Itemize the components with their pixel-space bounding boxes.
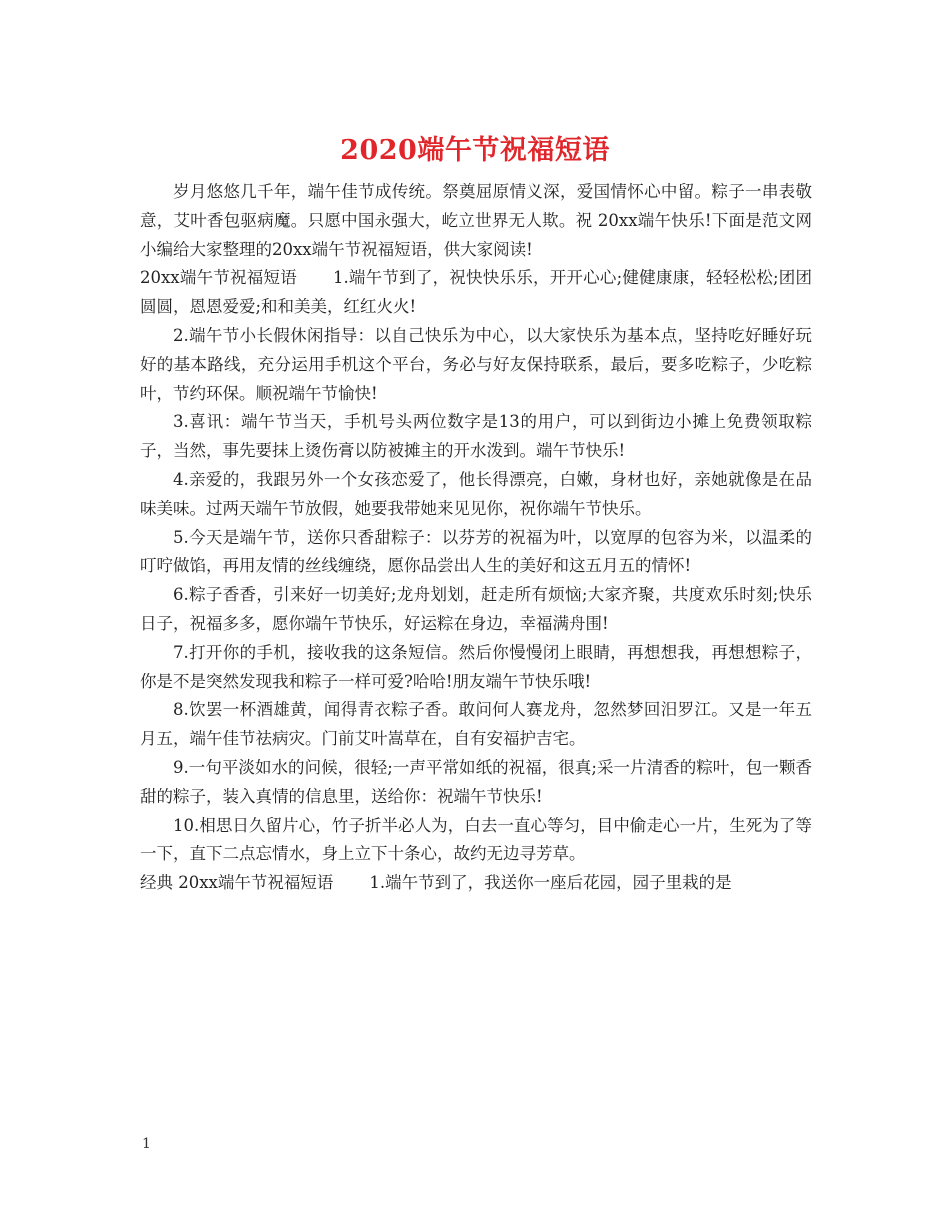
page-title: 2020端午节祝福短语 [340,135,610,166]
intro-paragraph: 岁月悠悠几千年，端午佳节成传统。祭奠屈原情义深，爱国情怀心中留。粽子一串表敬意，艾叶香包驱病魔。只愿中国永强大，屹立世界无人欺。祝 20xx端午快乐!下面是范文网小编给大家整理的20xx端午节祝福短语，供大家阅读! [140,182,812,259]
section2-paragraph [140,869,812,898]
section-heading: 20xx端午节祝福短语 [140,268,297,288]
list-item: 1.端午节到了，祝快快乐乐，开开心心;健健康康，轻轻松松;团团圆圆，恩恩爱爱;和和美美，红红火火! [140,268,812,317]
list-item: 8.饮罢一杯酒雄黄，闻得青衣粽子香。敢问何人赛龙舟，忽然梦回汨罗江。又是一年五月五，端午佳节祛病灾。门前艾叶嵩草在，自有安福护吉宅。 [140,700,812,749]
section-heading: 经典 20xx端午节祝福短语 [140,873,334,893]
list-item: 4.亲爱的，我跟另外一个女孩恋爱了，他长得漂亮，白嫩，身材也好，亲她就像是在品味美味。过两天端午节放假，她要我带她来见见你，祝你端午节快乐。 [140,469,812,518]
list-item: 1.端午节到了，我送你一座后花园，园子里栽的是 [369,873,732,893]
section1-paragraph [140,264,812,322]
document-body [140,178,812,898]
list-item: 7.打开你的手机，接收我的这条短信。然后你慢慢闭上眼睛，再想想我，再想想粽子，你是不是突然发现我和粽子一样可爱?哈哈!朋友端午节快乐哦! [140,642,812,691]
page-number: 1 [142,1136,151,1152]
list-item: 2.端午节小长假休闲指导：以自己快乐为中心，以大家快乐为基本点，坚持吃好睡好玩好的基本路线，充分运用手机这个平台，务必与好友保持联系，最后，要多吃粽子，少吃粽叶，节约环保。顺祝端午节愉快! [140,325,812,403]
list-item: 10.相思日久留片心，竹子折半必人为，白去一直心等匀，目中偷走心一片，生死为了等一下，直下二点忘情水，身上立下十条心，故约无边寻芳草。 [140,815,812,864]
list-item: 9.一句平淡如水的问候，很轻;一声平常如纸的祝福，很真;采一片清香的粽叶，包一颗香甜的粽子，装入真情的信息里，送给你：祝端午节快乐! [140,757,812,806]
list-item: 5.今天是端午节，送你只香甜粽子：以芬芳的祝福为叶，以宽厚的包容为米，以温柔的叮咛做馅，再用友情的丝线缠绕，愿你品尝出人生的美好和这五月五的情怀! [140,527,812,576]
list-item: 3.喜讯：端午节当天，手机号头两位数字是13的用户，可以到街边小摊上免费领取粽子，当然，事先要抹上烫伤膏以防被摊主的开水泼到。端午节快乐! [140,412,812,461]
list-item: 6.粽子香香，引来好一切美好;龙舟划划，赶走所有烦恼;大家齐聚，共度欢乐时刻;快乐日子，祝福多多，愿你端午节快乐，好运粽在身边，幸福满舟围! [140,585,812,633]
